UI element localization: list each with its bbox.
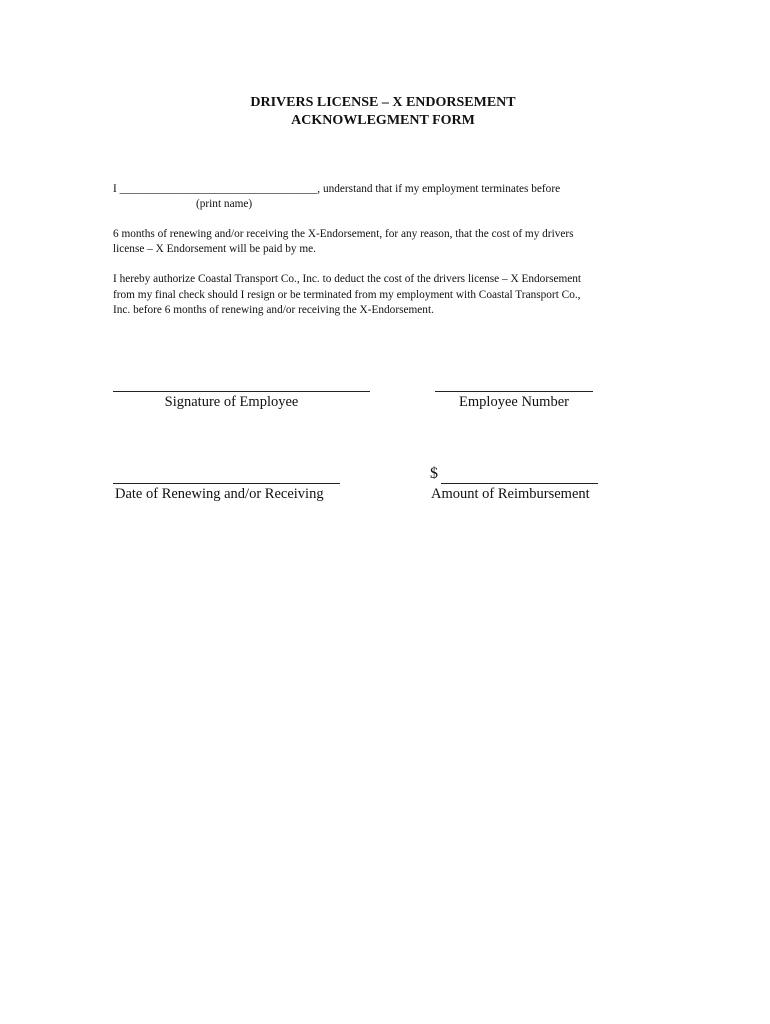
paragraph-2-line-2: from my final check should I resign or be terminated from my employment with Coastal Transport Co.,: [113, 289, 581, 301]
amount-line[interactable]: [441, 483, 598, 484]
signature-line[interactable]: [113, 391, 370, 392]
paragraph-2-line-3: Inc. before 6 months of renewing and/or receiving the X-Endorsement.: [113, 304, 434, 316]
form-title-line-1: DRIVERS LICENSE – X ENDORSEMENT: [250, 95, 516, 110]
employee-number-line[interactable]: [435, 391, 593, 392]
date-label: Date of Renewing and/or Receiving: [115, 486, 324, 502]
form-title-line-2: ACKNOWLEGMENT FORM: [291, 113, 475, 128]
statement-suffix: , understand that if my employment terminates before: [317, 183, 561, 195]
print-name-hint: (print name): [196, 198, 253, 210]
signature-label: Signature of Employee: [164, 394, 299, 410]
statement-prefix: I: [113, 183, 117, 195]
paragraph-1-line-1: 6 months of renewing and/or receiving the X-Endorsement, for any reason, that the cost of my drivers: [113, 228, 574, 240]
paragraph-1-line-2: license – X Endorsement will be paid by me.: [113, 243, 316, 255]
date-line[interactable]: [113, 483, 340, 484]
print-name-field[interactable]: ___________________________________: [119, 183, 318, 195]
amount-label: Amount of Reimbursement: [431, 486, 590, 502]
dollar-sign: $: [430, 465, 438, 482]
employee-number-label: Employee Number: [459, 394, 569, 410]
print-name-statement: [113, 183, 560, 195]
paragraph-2-line-1: I hereby authorize Coastal Transport Co., Inc. to deduct the cost of the drivers license – X Endorsement: [113, 273, 582, 285]
